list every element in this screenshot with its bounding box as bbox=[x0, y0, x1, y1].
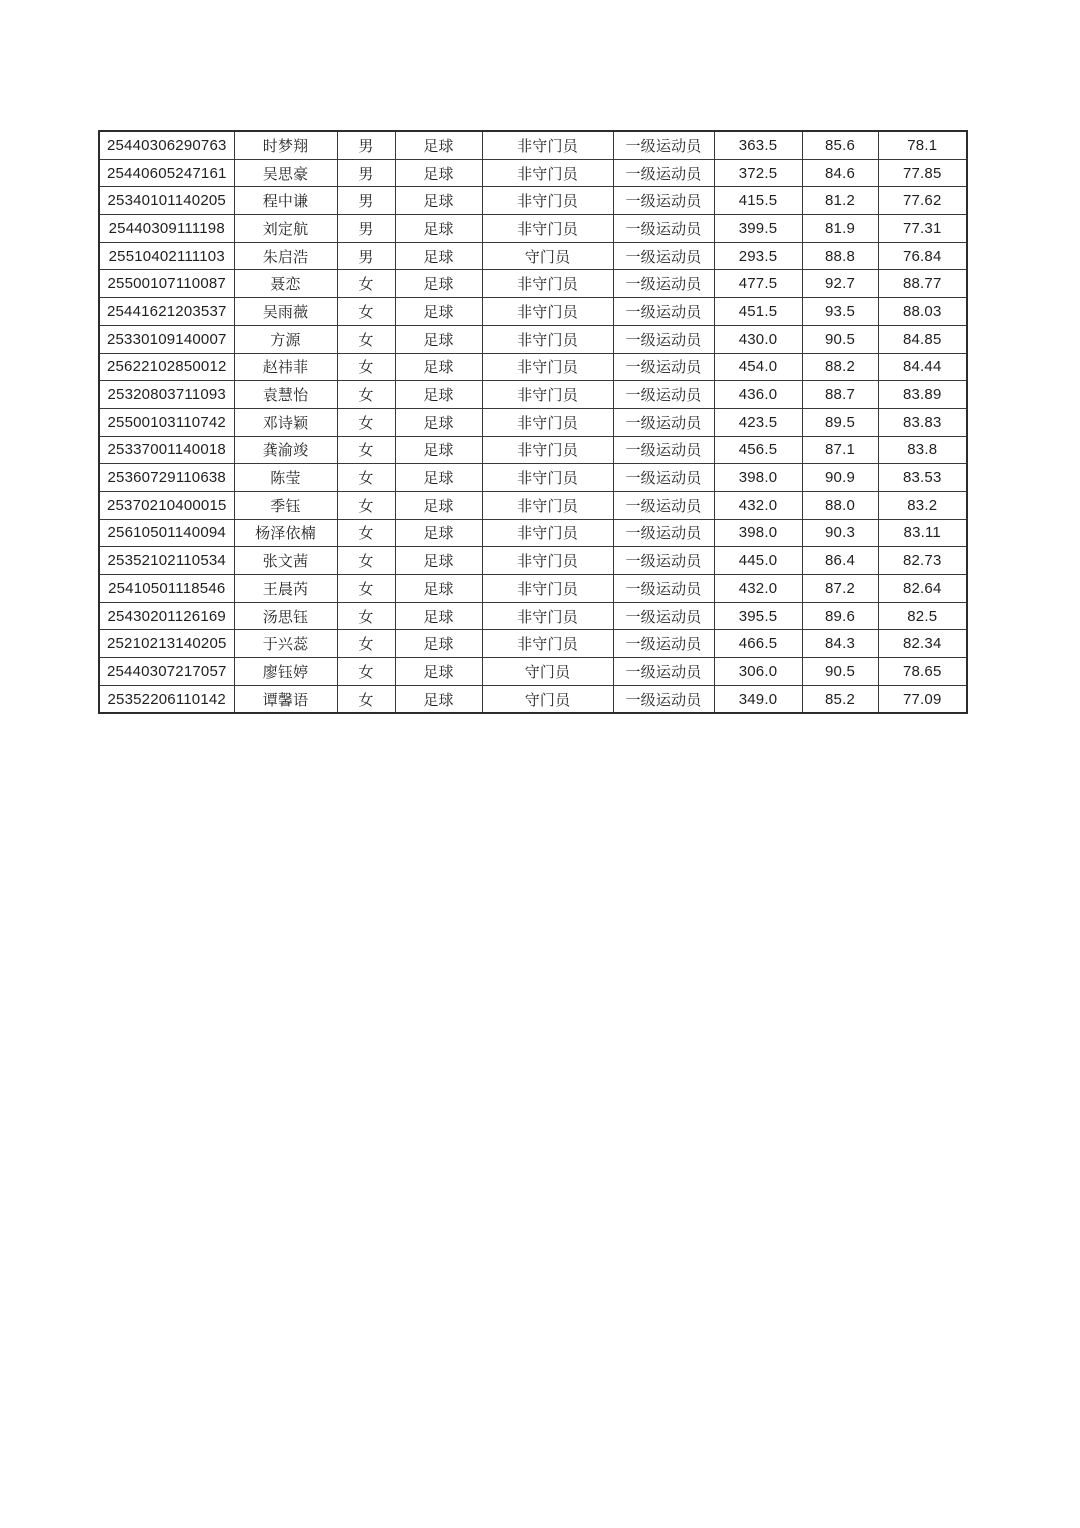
cell-name: 杨泽依楠 bbox=[234, 519, 337, 547]
cell-athlete-level: 一级运动员 bbox=[613, 325, 714, 353]
cell-exam-id: 25360729110638 bbox=[99, 464, 234, 492]
cell-gender: 女 bbox=[337, 630, 395, 658]
cell-gender: 女 bbox=[337, 270, 395, 298]
cell-position: 非守门员 bbox=[482, 491, 613, 519]
cell-name: 赵祎菲 bbox=[234, 353, 337, 381]
cell-gender: 男 bbox=[337, 131, 395, 159]
cell-sport: 足球 bbox=[395, 242, 482, 270]
cell-score-1: 415.5 bbox=[714, 187, 802, 215]
cell-name: 汤思钰 bbox=[234, 602, 337, 630]
cell-score-3: 77.31 bbox=[878, 215, 967, 243]
cell-athlete-level: 一级运动员 bbox=[613, 630, 714, 658]
cell-exam-id: 25340101140205 bbox=[99, 187, 234, 215]
cell-name: 刘定航 bbox=[234, 215, 337, 243]
cell-position: 非守门员 bbox=[482, 298, 613, 326]
cell-name: 季钰 bbox=[234, 491, 337, 519]
cell-athlete-level: 一级运动员 bbox=[613, 298, 714, 326]
table-row bbox=[99, 215, 967, 243]
cell-sport: 足球 bbox=[395, 464, 482, 492]
cell-position: 非守门员 bbox=[482, 547, 613, 575]
cell-gender: 女 bbox=[337, 464, 395, 492]
cell-sport: 足球 bbox=[395, 547, 482, 575]
cell-score-1: 456.5 bbox=[714, 436, 802, 464]
cell-exam-id: 25352102110534 bbox=[99, 547, 234, 575]
cell-gender: 女 bbox=[337, 298, 395, 326]
cell-athlete-level: 一级运动员 bbox=[613, 547, 714, 575]
cell-exam-id: 25337001140018 bbox=[99, 436, 234, 464]
cell-score-3: 83.11 bbox=[878, 519, 967, 547]
cell-sport: 足球 bbox=[395, 491, 482, 519]
cell-score-2: 92.7 bbox=[802, 270, 878, 298]
cell-sport: 足球 bbox=[395, 131, 482, 159]
cell-score-2: 93.5 bbox=[802, 298, 878, 326]
cell-sport: 足球 bbox=[395, 685, 482, 713]
cell-score-1: 349.0 bbox=[714, 685, 802, 713]
cell-score-2: 86.4 bbox=[802, 547, 878, 575]
cell-score-2: 87.2 bbox=[802, 575, 878, 603]
cell-score-3: 82.73 bbox=[878, 547, 967, 575]
cell-score-2: 88.0 bbox=[802, 491, 878, 519]
cell-exam-id: 25500103110742 bbox=[99, 408, 234, 436]
cell-athlete-level: 一级运动员 bbox=[613, 685, 714, 713]
cell-exam-id: 25370210400015 bbox=[99, 491, 234, 519]
cell-score-1: 430.0 bbox=[714, 325, 802, 353]
cell-sport: 足球 bbox=[395, 325, 482, 353]
cell-exam-id: 25440307217057 bbox=[99, 658, 234, 686]
cell-exam-id: 25440605247161 bbox=[99, 159, 234, 187]
cell-gender: 女 bbox=[337, 519, 395, 547]
cell-score-3: 88.77 bbox=[878, 270, 967, 298]
table-row bbox=[99, 602, 967, 630]
cell-score-1: 398.0 bbox=[714, 464, 802, 492]
cell-athlete-level: 一级运动员 bbox=[613, 131, 714, 159]
cell-athlete-level: 一级运动员 bbox=[613, 602, 714, 630]
cell-score-3: 77.62 bbox=[878, 187, 967, 215]
cell-score-1: 436.0 bbox=[714, 381, 802, 409]
cell-exam-id: 25320803711093 bbox=[99, 381, 234, 409]
cell-score-3: 83.8 bbox=[878, 436, 967, 464]
cell-gender: 女 bbox=[337, 658, 395, 686]
table-row bbox=[99, 658, 967, 686]
cell-athlete-level: 一级运动员 bbox=[613, 658, 714, 686]
cell-sport: 足球 bbox=[395, 575, 482, 603]
cell-name: 张文茜 bbox=[234, 547, 337, 575]
cell-athlete-level: 一级运动员 bbox=[613, 353, 714, 381]
cell-score-3: 82.34 bbox=[878, 630, 967, 658]
table-row bbox=[99, 408, 967, 436]
cell-exam-id: 25210213140205 bbox=[99, 630, 234, 658]
cell-name: 朱启浩 bbox=[234, 242, 337, 270]
cell-gender: 女 bbox=[337, 575, 395, 603]
cell-sport: 足球 bbox=[395, 298, 482, 326]
cell-sport: 足球 bbox=[395, 270, 482, 298]
cell-sport: 足球 bbox=[395, 215, 482, 243]
cell-sport: 足球 bbox=[395, 187, 482, 215]
cell-position: 守门员 bbox=[482, 685, 613, 713]
table-row bbox=[99, 187, 967, 215]
cell-score-2: 84.3 bbox=[802, 630, 878, 658]
cell-name: 方源 bbox=[234, 325, 337, 353]
cell-position: 非守门员 bbox=[482, 630, 613, 658]
cell-name: 程中谦 bbox=[234, 187, 337, 215]
cell-score-3: 77.09 bbox=[878, 685, 967, 713]
cell-name: 陈莹 bbox=[234, 464, 337, 492]
table-row bbox=[99, 298, 967, 326]
cell-athlete-level: 一级运动员 bbox=[613, 436, 714, 464]
table-body bbox=[99, 131, 967, 713]
cell-gender: 女 bbox=[337, 547, 395, 575]
cell-athlete-level: 一级运动员 bbox=[613, 215, 714, 243]
cell-score-3: 83.89 bbox=[878, 381, 967, 409]
cell-athlete-level: 一级运动员 bbox=[613, 270, 714, 298]
table-row bbox=[99, 353, 967, 381]
table-row bbox=[99, 159, 967, 187]
cell-name: 龚渝竣 bbox=[234, 436, 337, 464]
cell-exam-id: 25430201126169 bbox=[99, 602, 234, 630]
cell-gender: 女 bbox=[337, 685, 395, 713]
cell-position: 非守门员 bbox=[482, 464, 613, 492]
cell-score-2: 88.7 bbox=[802, 381, 878, 409]
cell-score-2: 88.8 bbox=[802, 242, 878, 270]
cell-score-3: 76.84 bbox=[878, 242, 967, 270]
cell-score-2: 88.2 bbox=[802, 353, 878, 381]
cell-athlete-level: 一级运动员 bbox=[613, 159, 714, 187]
cell-gender: 男 bbox=[337, 215, 395, 243]
table-row bbox=[99, 464, 967, 492]
cell-exam-id: 25352206110142 bbox=[99, 685, 234, 713]
cell-score-2: 89.6 bbox=[802, 602, 878, 630]
table-row bbox=[99, 325, 967, 353]
cell-name: 廖钰婷 bbox=[234, 658, 337, 686]
cell-exam-id: 25610501140094 bbox=[99, 519, 234, 547]
cell-score-3: 84.44 bbox=[878, 353, 967, 381]
cell-score-2: 85.2 bbox=[802, 685, 878, 713]
table-row bbox=[99, 685, 967, 713]
cell-gender: 女 bbox=[337, 381, 395, 409]
cell-exam-id: 25410501118546 bbox=[99, 575, 234, 603]
cell-position: 非守门员 bbox=[482, 325, 613, 353]
cell-score-1: 399.5 bbox=[714, 215, 802, 243]
cell-sport: 足球 bbox=[395, 602, 482, 630]
cell-name: 时梦翔 bbox=[234, 131, 337, 159]
table-row bbox=[99, 381, 967, 409]
cell-position: 非守门员 bbox=[482, 575, 613, 603]
cell-score-1: 451.5 bbox=[714, 298, 802, 326]
cell-sport: 足球 bbox=[395, 436, 482, 464]
cell-score-1: 398.0 bbox=[714, 519, 802, 547]
cell-position: 守门员 bbox=[482, 658, 613, 686]
cell-score-2: 90.3 bbox=[802, 519, 878, 547]
cell-score-1: 372.5 bbox=[714, 159, 802, 187]
cell-score-2: 90.9 bbox=[802, 464, 878, 492]
cell-gender: 男 bbox=[337, 242, 395, 270]
cell-gender: 女 bbox=[337, 325, 395, 353]
cell-athlete-level: 一级运动员 bbox=[613, 242, 714, 270]
table-row bbox=[99, 547, 967, 575]
cell-athlete-level: 一级运动员 bbox=[613, 464, 714, 492]
cell-score-2: 81.9 bbox=[802, 215, 878, 243]
cell-score-2: 90.5 bbox=[802, 658, 878, 686]
cell-exam-id: 25622102850012 bbox=[99, 353, 234, 381]
cell-score-3: 78.65 bbox=[878, 658, 967, 686]
cell-score-3: 82.64 bbox=[878, 575, 967, 603]
cell-position: 非守门员 bbox=[482, 408, 613, 436]
cell-position: 守门员 bbox=[482, 242, 613, 270]
cell-name: 吴思豪 bbox=[234, 159, 337, 187]
cell-name: 谭馨语 bbox=[234, 685, 337, 713]
cell-score-2: 85.6 bbox=[802, 131, 878, 159]
cell-score-2: 89.5 bbox=[802, 408, 878, 436]
cell-name: 于兴蕊 bbox=[234, 630, 337, 658]
cell-exam-id: 25330109140007 bbox=[99, 325, 234, 353]
cell-score-1: 306.0 bbox=[714, 658, 802, 686]
cell-position: 非守门员 bbox=[482, 381, 613, 409]
athlete-results-table bbox=[98, 130, 968, 714]
cell-athlete-level: 一级运动员 bbox=[613, 381, 714, 409]
cell-score-1: 395.5 bbox=[714, 602, 802, 630]
cell-score-1: 466.5 bbox=[714, 630, 802, 658]
cell-score-1: 423.5 bbox=[714, 408, 802, 436]
cell-score-1: 293.5 bbox=[714, 242, 802, 270]
cell-exam-id: 25440306290763 bbox=[99, 131, 234, 159]
cell-exam-id: 25441621203537 bbox=[99, 298, 234, 326]
cell-name: 袁慧怡 bbox=[234, 381, 337, 409]
table-row bbox=[99, 436, 967, 464]
cell-athlete-level: 一级运动员 bbox=[613, 187, 714, 215]
cell-name: 邓诗颖 bbox=[234, 408, 337, 436]
table-row bbox=[99, 242, 967, 270]
cell-gender: 女 bbox=[337, 353, 395, 381]
cell-position: 非守门员 bbox=[482, 436, 613, 464]
cell-position: 非守门员 bbox=[482, 519, 613, 547]
cell-gender: 男 bbox=[337, 159, 395, 187]
cell-score-1: 432.0 bbox=[714, 575, 802, 603]
table-row bbox=[99, 575, 967, 603]
cell-position: 非守门员 bbox=[482, 215, 613, 243]
cell-position: 非守门员 bbox=[482, 187, 613, 215]
cell-gender: 男 bbox=[337, 187, 395, 215]
cell-score-3: 83.53 bbox=[878, 464, 967, 492]
cell-score-2: 81.2 bbox=[802, 187, 878, 215]
cell-score-2: 87.1 bbox=[802, 436, 878, 464]
cell-sport: 足球 bbox=[395, 159, 482, 187]
cell-exam-id: 25500107110087 bbox=[99, 270, 234, 298]
cell-gender: 女 bbox=[337, 491, 395, 519]
cell-score-2: 84.6 bbox=[802, 159, 878, 187]
cell-sport: 足球 bbox=[395, 353, 482, 381]
cell-gender: 女 bbox=[337, 408, 395, 436]
cell-name: 王晨芮 bbox=[234, 575, 337, 603]
table-row bbox=[99, 491, 967, 519]
cell-sport: 足球 bbox=[395, 408, 482, 436]
cell-score-2: 90.5 bbox=[802, 325, 878, 353]
cell-score-1: 445.0 bbox=[714, 547, 802, 575]
cell-exam-id: 25440309111198 bbox=[99, 215, 234, 243]
cell-athlete-level: 一级运动员 bbox=[613, 408, 714, 436]
cell-score-3: 77.85 bbox=[878, 159, 967, 187]
cell-score-3: 88.03 bbox=[878, 298, 967, 326]
cell-position: 非守门员 bbox=[482, 159, 613, 187]
cell-exam-id: 25510402111103 bbox=[99, 242, 234, 270]
table-row bbox=[99, 270, 967, 298]
cell-score-1: 477.5 bbox=[714, 270, 802, 298]
table-row bbox=[99, 519, 967, 547]
cell-position: 非守门员 bbox=[482, 270, 613, 298]
cell-name: 吴雨薇 bbox=[234, 298, 337, 326]
cell-sport: 足球 bbox=[395, 519, 482, 547]
cell-score-3: 83.2 bbox=[878, 491, 967, 519]
cell-score-3: 84.85 bbox=[878, 325, 967, 353]
cell-score-3: 82.5 bbox=[878, 602, 967, 630]
cell-athlete-level: 一级运动员 bbox=[613, 519, 714, 547]
table-row bbox=[99, 131, 967, 159]
table-row bbox=[99, 630, 967, 658]
cell-athlete-level: 一级运动员 bbox=[613, 491, 714, 519]
cell-score-3: 78.1 bbox=[878, 131, 967, 159]
cell-score-3: 83.83 bbox=[878, 408, 967, 436]
cell-sport: 足球 bbox=[395, 381, 482, 409]
cell-position: 非守门员 bbox=[482, 353, 613, 381]
cell-score-1: 454.0 bbox=[714, 353, 802, 381]
cell-name: 聂恋 bbox=[234, 270, 337, 298]
cell-position: 非守门员 bbox=[482, 602, 613, 630]
cell-position: 非守门员 bbox=[482, 131, 613, 159]
cell-sport: 足球 bbox=[395, 630, 482, 658]
cell-gender: 女 bbox=[337, 436, 395, 464]
cell-gender: 女 bbox=[337, 602, 395, 630]
cell-score-1: 363.5 bbox=[714, 131, 802, 159]
cell-score-1: 432.0 bbox=[714, 491, 802, 519]
cell-athlete-level: 一级运动员 bbox=[613, 575, 714, 603]
cell-sport: 足球 bbox=[395, 658, 482, 686]
